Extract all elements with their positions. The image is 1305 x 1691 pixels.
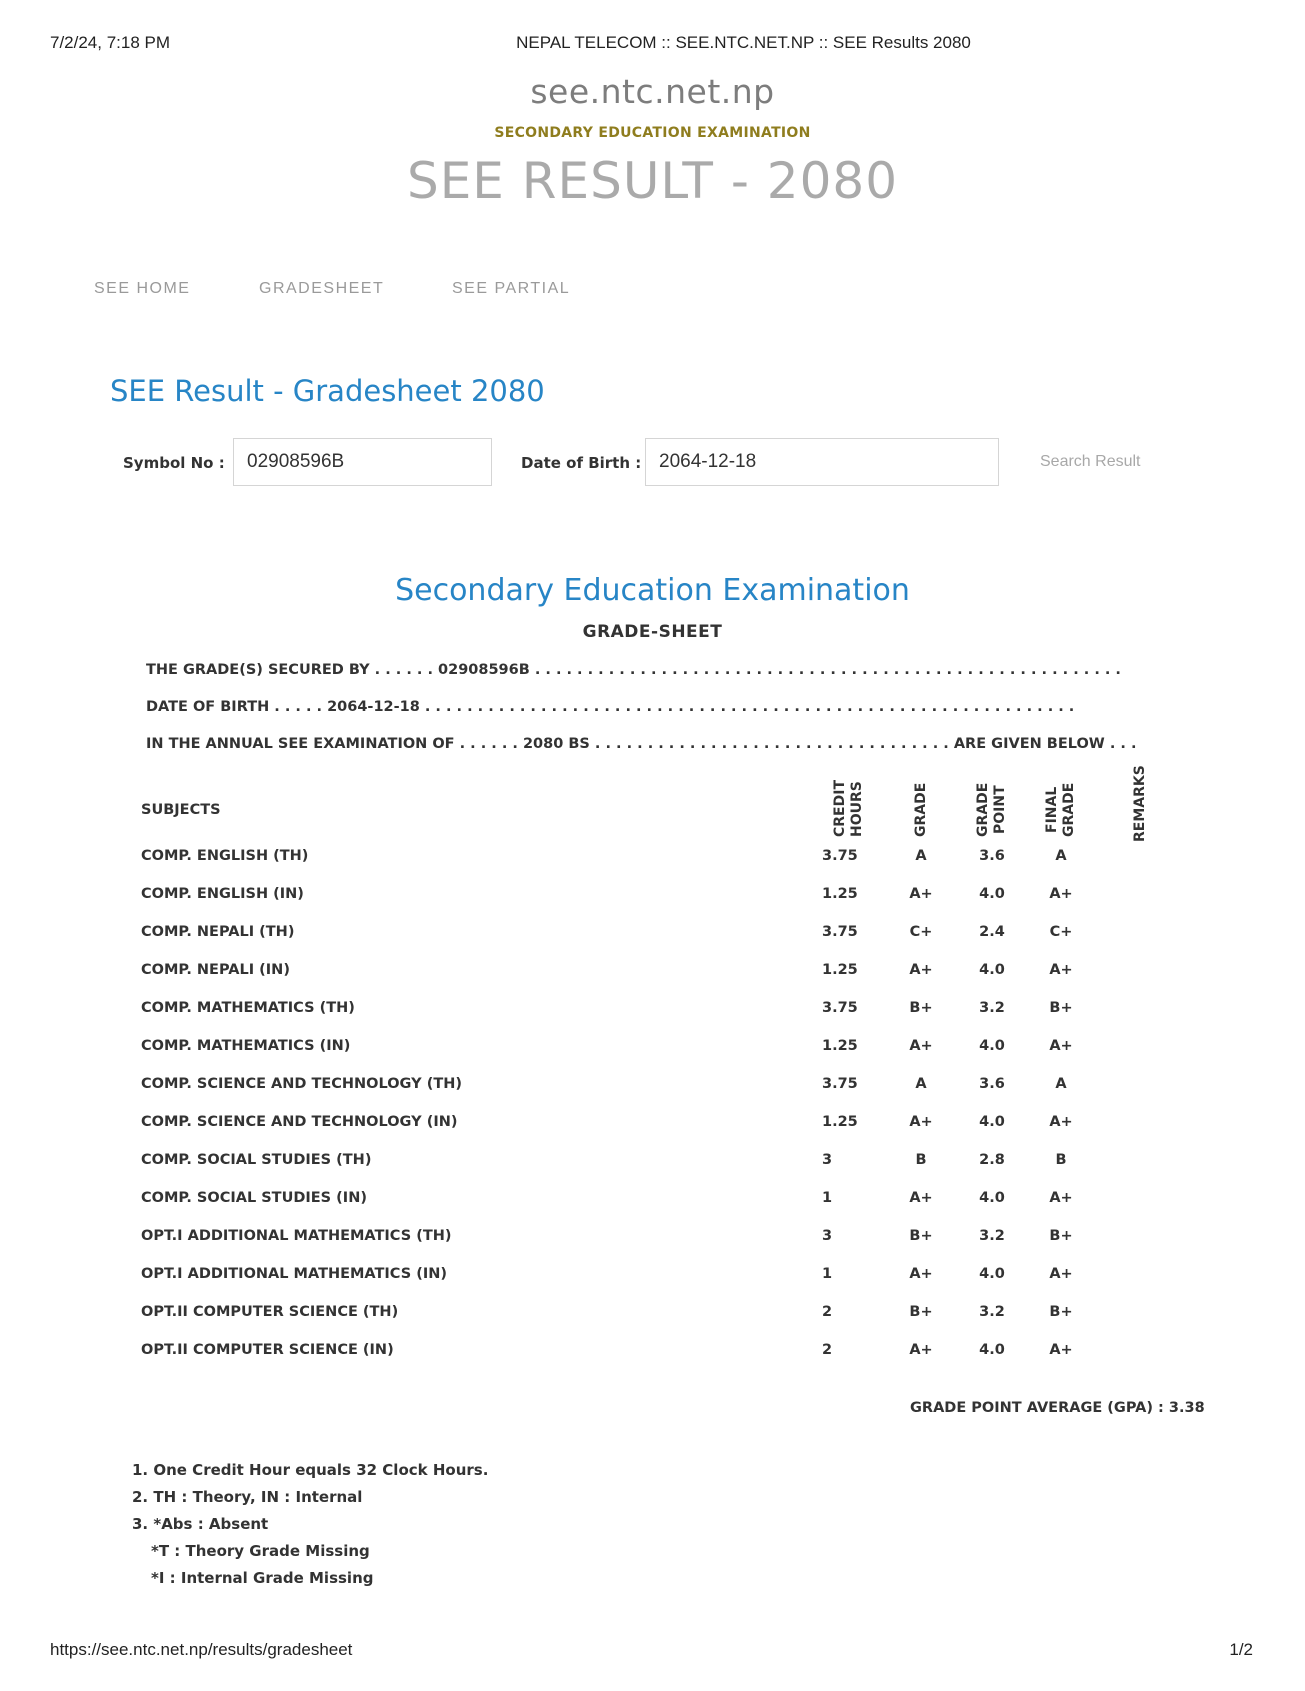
grade-cell: A+ xyxy=(909,1114,933,1130)
gradesheet-subtitle: GRADE-SHEET xyxy=(582,622,723,642)
site-name: see.ntc.net.np xyxy=(530,72,775,111)
grade-point-cell: 3.2 xyxy=(979,1000,1005,1016)
final-grade-cell: A+ xyxy=(1049,1114,1073,1130)
credit-cell: 1.25 xyxy=(822,962,858,978)
subject-cell: COMP. MATHEMATICS (IN) xyxy=(141,1038,351,1054)
subject-cell: COMP. SCIENCE AND TECHNOLOGY (TH) xyxy=(141,1076,462,1092)
credit-cell: 3 xyxy=(822,1228,833,1244)
table-row xyxy=(0,838,1305,876)
table-row xyxy=(0,1256,1305,1294)
site-subtitle: SECONDARY EDUCATION EXAMINATION xyxy=(494,125,811,141)
final-grade-cell: B+ xyxy=(1049,1000,1073,1016)
grade-table-body xyxy=(0,838,1305,1370)
credit-cell: 1.25 xyxy=(822,886,858,902)
gpa-summary: GRADE POINT AVERAGE (GPA) : 3.38 xyxy=(910,1400,1205,1416)
grade-point-cell: 4.0 xyxy=(979,1114,1005,1130)
final-grade-cell: A xyxy=(1055,1076,1067,1092)
grade-point-cell: 4.0 xyxy=(979,1190,1005,1206)
grade-point-cell: 3.6 xyxy=(979,848,1005,864)
grade-cell: B+ xyxy=(909,1304,933,1320)
nav-see-home[interactable]: SEE HOME xyxy=(94,280,191,297)
subject-cell: COMP. SCIENCE AND TECHNOLOGY (IN) xyxy=(141,1114,458,1130)
table-row xyxy=(0,914,1305,952)
print-url: https://see.ntc.net.np/results/gradesheet xyxy=(50,1640,353,1659)
table-row xyxy=(0,1294,1305,1332)
grade-point-cell: 3.2 xyxy=(979,1304,1005,1320)
grade-cell: A xyxy=(915,848,927,864)
symbol-label: Symbol No : xyxy=(123,454,225,472)
credit-cell: 1 xyxy=(822,1266,833,1282)
header-subjects: SUBJECTS xyxy=(141,802,221,818)
final-grade-cell: A+ xyxy=(1049,962,1073,978)
credit-cell: 2 xyxy=(822,1342,833,1358)
page-heading: SEE RESULT - 2080 xyxy=(406,152,899,210)
header-grade-point: GRADE POINT xyxy=(975,782,1008,837)
dob-label: Date of Birth : xyxy=(521,454,642,472)
header-remarks: REMARKS xyxy=(1132,765,1148,842)
dob-input[interactable] xyxy=(645,438,999,486)
grade-point-cell: 2.8 xyxy=(979,1152,1005,1168)
subject-cell: COMP. MATHEMATICS (TH) xyxy=(141,1000,355,1016)
final-grade-cell: A xyxy=(1055,848,1067,864)
form-title: SEE Result - Gradesheet 2080 xyxy=(110,374,545,408)
grade-point-cell: 4.0 xyxy=(979,962,1005,978)
grade-point-cell: 4.0 xyxy=(979,1342,1005,1358)
grade-cell: B+ xyxy=(909,1000,933,1016)
credit-cell: 3.75 xyxy=(822,1000,858,1016)
grade-cell: C+ xyxy=(909,924,933,940)
credit-cell: 3.75 xyxy=(822,924,858,940)
subject-cell: COMP. ENGLISH (IN) xyxy=(141,886,304,902)
print-date: 7/2/24, 7:18 PM xyxy=(50,33,171,52)
final-grade-cell: A+ xyxy=(1049,1342,1073,1358)
subject-cell: COMP. SOCIAL STUDIES (IN) xyxy=(141,1190,367,1206)
table-row xyxy=(0,1218,1305,1256)
print-title: NEPAL TELECOM :: SEE.NTC.NET.NP :: SEE Results 2080 xyxy=(516,33,971,52)
grade-point-cell: 3.6 xyxy=(979,1076,1005,1092)
final-grade-cell: A+ xyxy=(1049,1266,1073,1282)
table-row xyxy=(0,1142,1305,1180)
subject-cell: COMP. NEPALI (IN) xyxy=(141,962,290,978)
exam-line: IN THE ANNUAL SEE EXAMINATION OF . . . . . . 2080 BS . . . . . . . . . . . . . . . . . . . . . . . . . . . . . . . . . . ARE GIVEN BELOW . . . xyxy=(146,736,1137,752)
grade-point-cell: 4.0 xyxy=(979,886,1005,902)
subject-cell: COMP. ENGLISH (TH) xyxy=(141,848,309,864)
table-row xyxy=(0,1180,1305,1218)
grade-point-cell: 4.0 xyxy=(979,1266,1005,1282)
note-item: 2. TH : Theory, IN : Internal xyxy=(132,1488,363,1506)
gradesheet-title: Secondary Education Examination xyxy=(395,573,910,608)
credit-cell: 3.75 xyxy=(822,848,858,864)
table-row xyxy=(0,1066,1305,1104)
grade-point-cell: 2.4 xyxy=(979,924,1005,940)
grade-point-cell: 4.0 xyxy=(979,1038,1005,1054)
final-grade-cell: A+ xyxy=(1049,886,1073,902)
credit-cell: 1.25 xyxy=(822,1114,858,1130)
note-item: 3. *Abs : Absent xyxy=(132,1515,269,1533)
credit-cell: 3 xyxy=(822,1152,833,1168)
grade-cell: B xyxy=(915,1152,927,1168)
subject-cell: COMP. SOCIAL STUDIES (TH) xyxy=(141,1152,372,1168)
grade-point-cell: 3.2 xyxy=(979,1228,1005,1244)
grade-cell: A+ xyxy=(909,1266,933,1282)
table-row xyxy=(0,1028,1305,1066)
secured-by-line: THE GRADE(S) SECURED BY . . . . . . 02908596B . . . . . . . . . . . . . . . . . . . . . . . . . . . . . . . . . . . . . . . . . . . . . . . . . . . . . . . . xyxy=(146,662,1121,678)
subject-cell: OPT.II COMPUTER SCIENCE (TH) xyxy=(141,1304,399,1320)
grade-cell: A+ xyxy=(909,1190,933,1206)
table-row xyxy=(0,1332,1305,1370)
final-grade-cell: A+ xyxy=(1049,1190,1073,1206)
table-row xyxy=(0,952,1305,990)
header-grade: GRADE xyxy=(913,782,929,837)
subject-cell: OPT.II COMPUTER SCIENCE (IN) xyxy=(141,1342,394,1358)
grade-cell: A+ xyxy=(909,886,933,902)
final-grade-cell: B+ xyxy=(1049,1228,1073,1244)
search-result-button[interactable]: Search Result xyxy=(1025,442,1156,482)
nav-gradesheet[interactable]: GRADESHEET xyxy=(259,280,385,297)
grade-cell: A+ xyxy=(909,962,933,978)
note-item: *I : Internal Grade Missing xyxy=(151,1569,374,1587)
grade-cell: A+ xyxy=(909,1038,933,1054)
header-credit-hours: CREDIT HOURS xyxy=(832,780,865,837)
final-grade-cell: C+ xyxy=(1049,924,1073,940)
final-grade-cell: B+ xyxy=(1049,1304,1073,1320)
symbol-input[interactable] xyxy=(233,438,492,486)
table-row xyxy=(0,876,1305,914)
subject-cell: COMP. NEPALI (TH) xyxy=(141,924,295,940)
grade-cell: A xyxy=(915,1076,927,1092)
note-item: 1. One Credit Hour equals 32 Clock Hours. xyxy=(132,1461,489,1479)
header-final-grade: FINAL GRADE xyxy=(1044,782,1077,837)
table-row xyxy=(0,1104,1305,1142)
credit-cell: 2 xyxy=(822,1304,833,1320)
table-row xyxy=(0,990,1305,1028)
final-grade-cell: B xyxy=(1055,1152,1067,1168)
credit-cell: 3.75 xyxy=(822,1076,858,1092)
nav-see-partial[interactable]: SEE PARTIAL xyxy=(452,280,571,297)
credit-cell: 1 xyxy=(822,1190,833,1206)
note-item: *T : Theory Grade Missing xyxy=(151,1542,370,1560)
subject-cell: OPT.I ADDITIONAL MATHEMATICS (TH) xyxy=(141,1228,452,1244)
dob-line: DATE OF BIRTH . . . . . 2064-12-18 . . . . . . . . . . . . . . . . . . . . . . . . . . . . . . . . . . . . . . . . . . . . . . . . . . . . . . . . . . . . . . xyxy=(146,699,1075,715)
grade-cell: B+ xyxy=(909,1228,933,1244)
credit-cell: 1.25 xyxy=(822,1038,858,1054)
grade-cell: A+ xyxy=(909,1342,933,1358)
final-grade-cell: A+ xyxy=(1049,1038,1073,1054)
subject-cell: OPT.I ADDITIONAL MATHEMATICS (IN) xyxy=(141,1266,447,1282)
print-page-number: 1/2 xyxy=(1229,1640,1253,1659)
